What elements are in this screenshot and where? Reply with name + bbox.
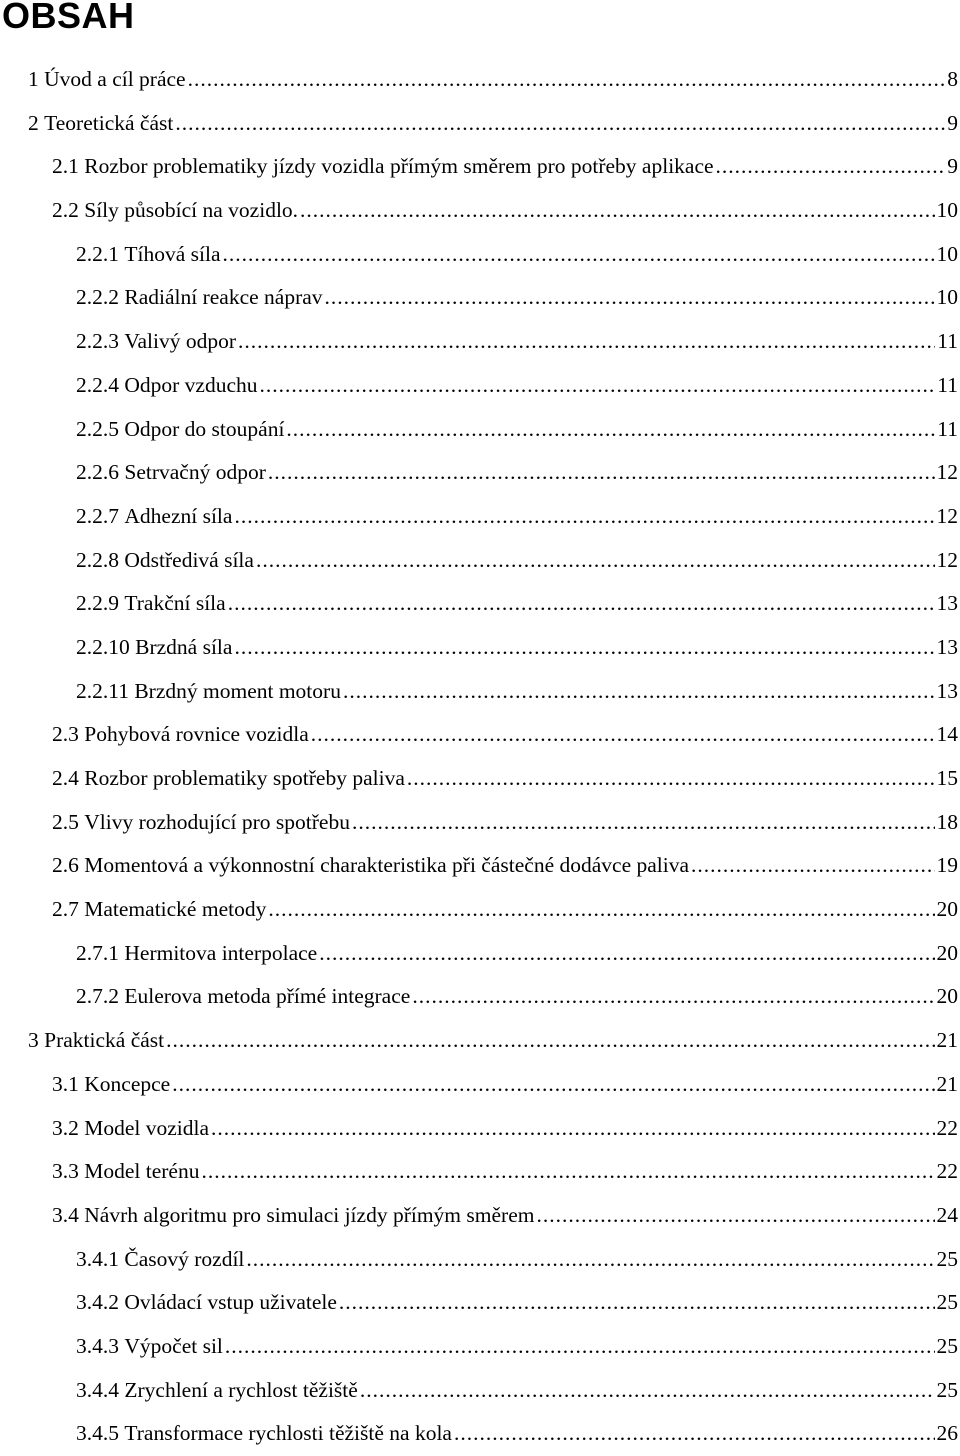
toc-entry-title: Návrh algoritmu pro simulaci jízdy přímým směrem xyxy=(84,1202,535,1227)
toc-entry[interactable] xyxy=(0,1238,960,1282)
toc-entry-title: Model terénu xyxy=(84,1159,200,1184)
toc-entry-page: 9 xyxy=(947,110,958,135)
toc-entry-page: 22 xyxy=(936,1115,958,1140)
toc-entry-page: 20 xyxy=(936,897,958,922)
toc-entry-title: Úvod a cíl práce xyxy=(44,67,186,91)
toc-entry-number: 2.2.2 xyxy=(76,285,119,310)
toc-entry[interactable] xyxy=(0,320,960,364)
toc-entry-page: 10 xyxy=(936,241,958,266)
toc-entry-title: Hermitova interpolace xyxy=(124,940,318,965)
toc-entry-number: 2.2.10 xyxy=(76,634,130,659)
toc-entry-number: 2.5 xyxy=(52,809,79,834)
dot-leader xyxy=(352,801,935,845)
dot-leader xyxy=(454,1412,935,1456)
toc-entry-number: 2 xyxy=(28,110,39,135)
dot-leader xyxy=(360,1369,935,1413)
toc-entry-number: 2.2.8 xyxy=(76,547,119,572)
dot-leader xyxy=(268,888,934,932)
toc-entry-page: 24 xyxy=(936,1202,958,1227)
toc-entry-number: 2.2.3 xyxy=(76,329,119,354)
toc-entry-number: 2.2.11 xyxy=(76,678,129,703)
dot-leader xyxy=(223,233,935,277)
toc-entry-title: Ovládací vstup uživatele xyxy=(124,1290,337,1315)
toc-entry-number: 3.1 xyxy=(52,1071,79,1096)
toc-entry-title: Pohybová rovnice vozidla xyxy=(84,722,309,747)
toc-entry[interactable] xyxy=(0,408,960,452)
toc-entry-number: 2.7.2 xyxy=(76,984,119,1009)
toc-entry[interactable] xyxy=(0,451,960,495)
toc-entry-title: Odpor do stoupání xyxy=(124,416,285,441)
page-title: OBSAH xyxy=(2,0,135,36)
toc-entry-number: 2.3 xyxy=(52,722,79,747)
toc-entry[interactable] xyxy=(0,1369,960,1413)
toc-entry-number: 3.4.2 xyxy=(76,1290,119,1315)
toc-entry-number: 2.2 xyxy=(52,198,79,223)
toc-entry-page: 11 xyxy=(937,329,958,354)
toc-entry[interactable] xyxy=(0,233,960,277)
toc-entry-title: Setrvačný odpor xyxy=(124,460,266,485)
toc-entry-number: 2.2.5 xyxy=(76,416,119,441)
toc-entry-number: 2.7.1 xyxy=(76,940,119,965)
toc-entry[interactable] xyxy=(0,1325,960,1369)
toc-entry[interactable] xyxy=(0,539,960,583)
dot-leader xyxy=(343,670,935,714)
toc-entry-number: 2.7 xyxy=(52,897,79,922)
dot-leader xyxy=(234,626,934,670)
dot-leader xyxy=(536,1194,934,1238)
toc-entry[interactable] xyxy=(0,626,960,670)
toc-entry-page: 13 xyxy=(936,678,958,703)
toc-entry-page: 26 xyxy=(936,1421,958,1446)
dot-leader xyxy=(188,58,946,102)
toc-entry-title: Vlivy rozhodující pro spotřebu xyxy=(84,809,350,834)
dot-leader xyxy=(234,495,934,539)
toc-entry-number: 3.4.4 xyxy=(76,1377,119,1402)
toc-entry-title: Koncepce xyxy=(84,1071,171,1096)
toc-entry[interactable] xyxy=(0,801,960,845)
dot-leader xyxy=(311,713,935,757)
toc-entry-page: 20 xyxy=(936,984,958,1009)
dot-leader xyxy=(166,1019,934,1063)
dot-leader xyxy=(407,757,935,801)
toc-entry-page: 11 xyxy=(937,416,958,441)
toc-entry-page: 11 xyxy=(937,372,958,397)
toc-entry-title: Odpor vzduchu xyxy=(124,372,258,397)
toc-entry-title: Eulerova metoda přímé integrace xyxy=(124,984,411,1009)
toc-entry-page: 9 xyxy=(947,154,958,179)
toc-entry-title: Radiální reakce náprav xyxy=(124,285,323,310)
toc-entry-title: Matematické metody xyxy=(84,897,267,922)
dot-leader xyxy=(319,932,934,976)
toc-entry[interactable] xyxy=(0,276,960,320)
toc-entry-page: 10 xyxy=(936,198,958,223)
toc-entry-title: Zrychlení a rychlost těžiště xyxy=(124,1377,358,1402)
toc-entry-number: 3 xyxy=(28,1028,39,1053)
toc-entry-title: Valivý odpor xyxy=(124,329,237,354)
toc-entry-page: 12 xyxy=(936,460,958,485)
toc-entry[interactable] xyxy=(0,1107,960,1151)
toc-entry-number: 3.4.1 xyxy=(76,1246,119,1271)
toc-entry[interactable] xyxy=(0,670,960,714)
toc-entry-page: 18 xyxy=(936,809,958,834)
dot-leader xyxy=(339,1281,935,1325)
toc-entry-title: Časový rozdíl xyxy=(124,1246,245,1271)
toc-entry-page: 25 xyxy=(936,1377,958,1402)
toc-entry[interactable] xyxy=(0,1019,960,1063)
toc-entry[interactable] xyxy=(0,1194,960,1238)
toc-entry-page: 25 xyxy=(936,1246,958,1271)
toc-entry-page: 15 xyxy=(936,766,958,790)
toc-entry-number: 1 xyxy=(28,67,39,91)
toc-entry-number: 3.4.3 xyxy=(76,1333,119,1358)
toc-entry[interactable] xyxy=(0,1150,960,1194)
toc-entry-number: 3.4 xyxy=(52,1202,79,1227)
toc-entry[interactable] xyxy=(0,1412,960,1456)
toc-entry-title: Brzdná síla xyxy=(135,634,233,659)
toc-entry[interactable] xyxy=(0,145,960,189)
dot-leader xyxy=(228,582,935,626)
toc-entry-page: 13 xyxy=(936,591,958,616)
dot-leader xyxy=(225,1325,935,1369)
toc-entry-title: Model vozidla xyxy=(84,1115,210,1140)
toc-entry-title: Momentová a výkonnostní charakteristika při částečné dodávce paliva xyxy=(84,853,690,878)
toc-entry-page: 19 xyxy=(936,853,958,878)
toc-entry-title: Tíhová síla xyxy=(124,241,221,266)
dot-leader xyxy=(246,1238,934,1282)
dot-leader xyxy=(286,408,935,452)
toc-entry[interactable] xyxy=(0,1281,960,1325)
toc-entry[interactable] xyxy=(0,1063,960,1107)
toc-entry-title: Praktická část xyxy=(44,1028,165,1053)
toc-entry-title: Transformace rychlosti těžiště na kola xyxy=(124,1421,452,1446)
dot-leader xyxy=(412,975,934,1019)
toc-entry-title: Rozbor problematiky spotřeby paliva xyxy=(84,766,405,790)
toc-entry-title: Síly působící na vozidlo. xyxy=(84,198,299,223)
toc-entry-title: Teoretická část xyxy=(44,110,174,135)
toc-entry-page: 8 xyxy=(947,67,958,91)
dot-leader xyxy=(268,451,935,495)
dot-leader xyxy=(175,102,945,146)
table-of-contents xyxy=(0,58,960,1456)
toc-entry-page: 21 xyxy=(936,1028,958,1053)
toc-entry[interactable] xyxy=(0,888,960,932)
toc-entry-title: Adhezní síla xyxy=(124,503,233,528)
toc-entry-number: 2.2.7 xyxy=(76,503,119,528)
toc-entry-number: 3.3 xyxy=(52,1159,79,1184)
toc-entry-title: Brzdný moment motoru xyxy=(134,678,341,703)
toc-entry-page: 12 xyxy=(936,503,958,528)
dot-leader xyxy=(172,1063,934,1107)
dot-leader xyxy=(211,1107,934,1151)
toc-entry[interactable] xyxy=(0,932,960,976)
toc-entry-number: 3.4.5 xyxy=(76,1421,119,1446)
dot-leader xyxy=(201,1150,934,1194)
toc-entry-page: 25 xyxy=(936,1333,958,1358)
toc-entry-page: 21 xyxy=(936,1071,958,1096)
toc-entry[interactable] xyxy=(0,364,960,408)
toc-entry-page: 13 xyxy=(936,634,958,659)
toc-entry-page: 14 xyxy=(936,722,958,747)
toc-entry[interactable] xyxy=(0,58,960,102)
dot-leader xyxy=(238,320,935,364)
dot-leader xyxy=(716,145,946,189)
toc-entry-number: 2.4 xyxy=(52,766,79,790)
dot-leader xyxy=(325,276,935,320)
toc-entry-number: 2.2.1 xyxy=(76,241,119,266)
toc-entry[interactable] xyxy=(0,495,960,539)
toc-entry[interactable] xyxy=(0,975,960,1019)
toc-entry-number: 2.2.6 xyxy=(76,460,119,485)
toc-entry-page: 22 xyxy=(936,1159,958,1184)
toc-entry-number: 2.2.4 xyxy=(76,372,119,397)
toc-entry[interactable] xyxy=(0,844,960,888)
toc-entry[interactable] xyxy=(0,582,960,626)
toc-entry-number: 2.1 xyxy=(52,154,79,179)
toc-entry-title: Odstředivá síla xyxy=(124,547,254,572)
dot-leader xyxy=(300,189,934,233)
toc-entry-page: 25 xyxy=(936,1290,958,1315)
dot-leader xyxy=(691,844,934,888)
toc-entry[interactable] xyxy=(0,757,960,801)
toc-entry-page: 10 xyxy=(936,285,958,310)
toc-entry-title: Výpočet sil xyxy=(124,1333,223,1358)
toc-entry-number: 2.6 xyxy=(52,853,79,878)
toc-entry-title: Rozbor problematiky jízdy vozidla přímým směrem pro potřeby aplikace xyxy=(84,154,714,179)
toc-entry-page: 20 xyxy=(936,940,958,965)
toc-entry[interactable] xyxy=(0,102,960,146)
toc-entry[interactable] xyxy=(0,713,960,757)
dot-leader xyxy=(256,539,935,583)
toc-entry[interactable] xyxy=(0,189,960,233)
dot-leader xyxy=(260,364,936,408)
toc-entry-page: 12 xyxy=(936,547,958,572)
toc-entry-number: 2.2.9 xyxy=(76,591,119,616)
toc-entry-number: 3.2 xyxy=(52,1115,79,1140)
toc-entry-title: Trakční síla xyxy=(124,591,226,616)
